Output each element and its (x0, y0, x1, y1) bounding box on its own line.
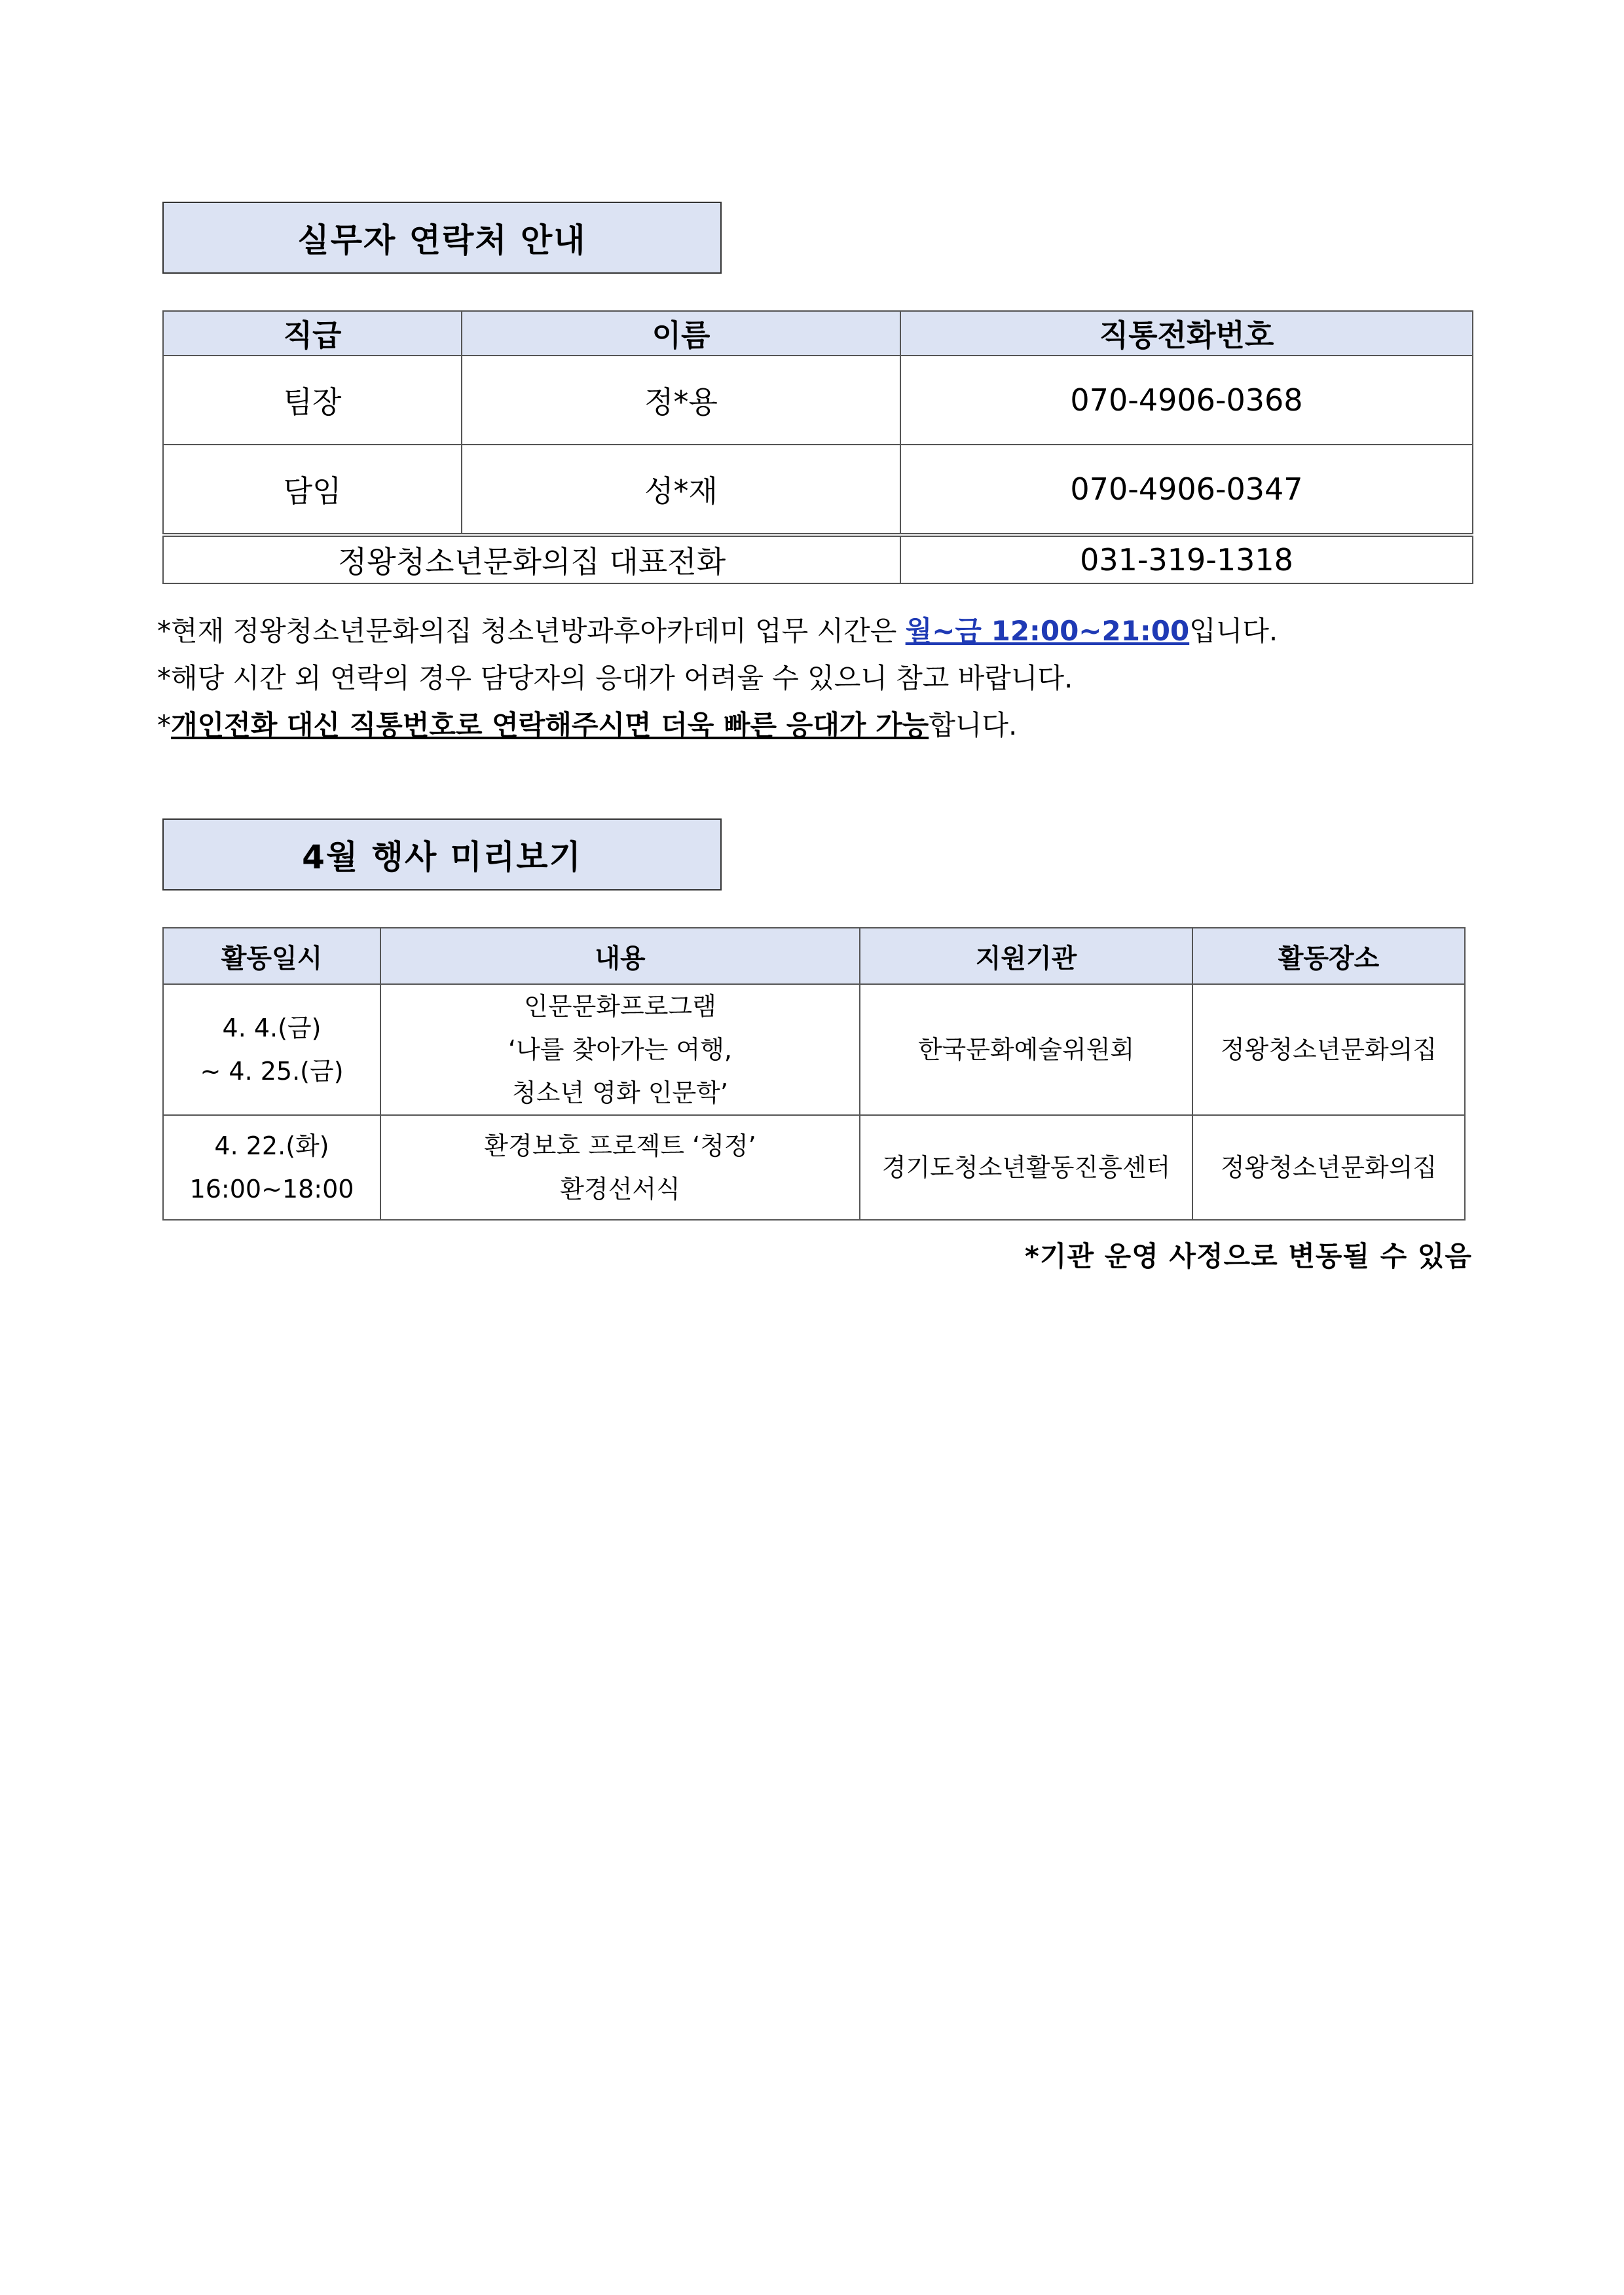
cell-position: 팀장 (163, 356, 462, 445)
header-content: 내용 (380, 928, 860, 984)
table-row (163, 984, 1465, 1115)
cell-date (163, 984, 380, 1115)
event-section-title: 4월 행사 미리보기 (162, 818, 722, 890)
content-line: ‘나를 찾아가는 여행, (508, 1035, 732, 1064)
header-date: 활동일시 (163, 928, 380, 984)
cell-content (380, 984, 860, 1115)
cell-date (163, 1115, 380, 1220)
cell-name: 성*재 (462, 445, 900, 535)
note-line-hours (157, 608, 1278, 655)
content-line: 환경보호 프로젝트 ‘청정’ (484, 1131, 756, 1160)
header-name: 이름 (462, 311, 900, 356)
note-text: * (157, 709, 171, 741)
note-text: *현재 정왕청소년문화의집 청소년방과후아카데미 업무 시간은 (157, 615, 906, 647)
main-phone-label: 정왕청소년문화의집 대표전화 (163, 535, 900, 583)
content-line: 청소년 영화 인문학’ (512, 1078, 728, 1107)
cell-sponsor: 경기도청소년활동진흥센터 (860, 1115, 1192, 1220)
note-line-after-hours: *해당 시간 외 연락의 경우 담당자의 응대가 어려울 수 있으니 참고 바랍니다. (157, 662, 1073, 694)
note-line-direct-number (157, 702, 1278, 749)
cell-venue: 정왕청소년문화의집 (1192, 984, 1465, 1115)
table-row (163, 1115, 1465, 1220)
event-table-header-row (163, 928, 1465, 984)
main-phone-number: 031-319-1318 (900, 535, 1473, 583)
event-table (162, 927, 1466, 1221)
contact-notes (157, 608, 1278, 749)
contact-table (162, 310, 1473, 584)
header-phone: 직통전화번호 (900, 311, 1473, 356)
content-line: 환경선서식 (560, 1175, 680, 1203)
contact-section-title: 실무자 연락처 안내 (162, 202, 722, 274)
cell-position: 담임 (163, 445, 462, 535)
main-phone-row (163, 535, 1473, 583)
direct-number-highlight: 개인전화 대신 직통번호로 연락해주시면 더욱 빠른 응대가 가능 (171, 709, 929, 741)
table-row (163, 445, 1473, 535)
date-line: 4. 4.(금) (222, 1014, 322, 1042)
header-position: 직급 (163, 311, 462, 356)
header-venue: 활동장소 (1192, 928, 1465, 984)
note-text: 합니다. (929, 709, 1018, 741)
header-sponsor: 지원기관 (860, 928, 1192, 984)
event-footnote: *기관 운영 사정으로 변동될 수 있음 (1024, 1240, 1472, 1272)
date-line: ~ 4. 25.(금) (200, 1057, 344, 1086)
cell-venue: 정왕청소년문화의집 (1192, 1115, 1465, 1220)
table-row (163, 356, 1473, 445)
cell-name: 정*용 (462, 356, 900, 445)
office-hours-highlight: 월~금 12:00~21:00 (905, 615, 1190, 647)
cell-phone: 070-4906-0368 (900, 356, 1473, 445)
cell-phone: 070-4906-0347 (900, 445, 1473, 535)
contact-table-header-row (163, 311, 1473, 356)
date-line: 16:00~18:00 (189, 1175, 354, 1203)
date-line: 4. 22.(화) (214, 1131, 329, 1160)
cell-content (380, 1115, 860, 1220)
content-line: 인문문화프로그램 (524, 992, 716, 1021)
cell-sponsor: 한국문화예술위원회 (860, 984, 1192, 1115)
note-text: 입니다. (1189, 615, 1278, 647)
